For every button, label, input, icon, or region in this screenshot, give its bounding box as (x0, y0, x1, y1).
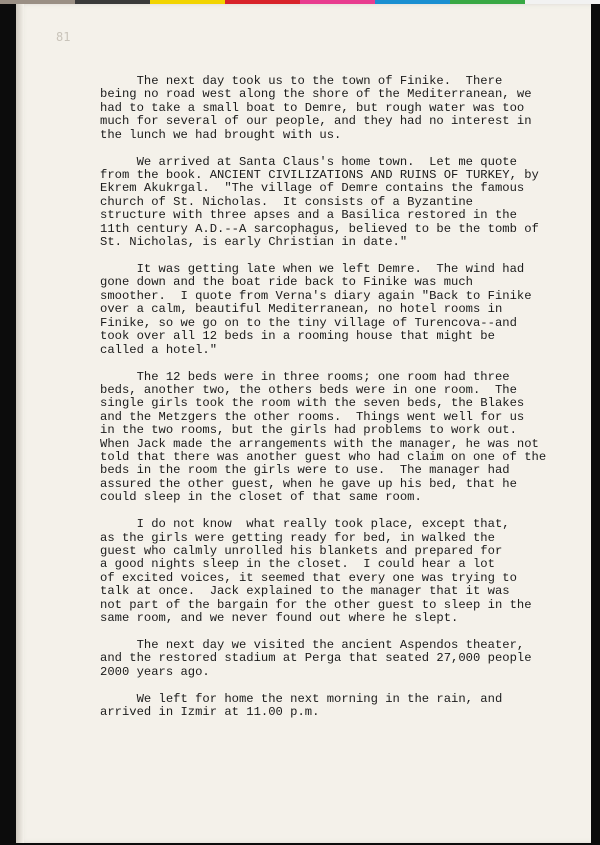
text-line: talk at once. Jack explained to the manager that it was (100, 584, 510, 599)
text-line: arrived in Izmir at 11.00 p.m. (100, 705, 320, 720)
text-line: I do not know what really took place, except that, (100, 517, 510, 532)
text-line: assured the other guest, when he gave up his bed, that he (100, 476, 517, 491)
text-line: a good nights sleep in the closet. I could hear a lot (100, 557, 495, 572)
text-line: We left for home the next morning in the rain, and (100, 691, 503, 706)
text-line: The 12 beds were in three rooms; one room had three (100, 369, 510, 384)
text-line: When Jack made the arrangements with the manager, he was not (100, 436, 539, 451)
page-binding-shadow (16, 4, 24, 843)
paragraph (100, 518, 570, 625)
text-line: took over all 12 beds in a rooming house that might be (100, 329, 495, 344)
text-line: told that there was another guest who had claim on one of the (100, 449, 547, 464)
text-line: and the restored stadium at Perga that seated 27,000 people (100, 651, 532, 666)
text-line: as the girls were getting ready for bed, in walked the (100, 530, 495, 545)
text-line: of excited voices, it seemed that every one was trying to (100, 570, 517, 585)
text-line: gone down and the boat ride back to Finike was much (100, 275, 473, 290)
text-line: much for several of our people, and they had no interest in (100, 114, 532, 129)
text-line: The next day took us to the town of Finike. There (100, 74, 503, 88)
text-line: the lunch we had brought with us. (100, 127, 342, 142)
text-line: 11th century A.D.--A sarcophagus, believed to be the tomb of (100, 221, 539, 236)
typewritten-text-body (100, 75, 570, 733)
text-line: structure with three apses and a Basilica restored in the (100, 208, 517, 223)
text-line: It was getting late when we left Demre. The wind had (100, 262, 525, 277)
text-line: same room, and we never found out where he slept. (100, 611, 459, 625)
text-line: beds in the room the girls were to use. The manager had (100, 463, 510, 478)
text-line: had to take a small boat to Demre, but rough water was too (100, 100, 525, 115)
text-line: called a hotel." (100, 342, 218, 357)
text-line: over a calm, beautiful Mediterranean, no hotel rooms in (100, 302, 503, 317)
text-line: and the Metzgers the other rooms. Things went well for us (100, 409, 525, 424)
text-line: from the book. ANCIENT CIVILIZATIONS AND RUINS OF TURKEY, by (100, 168, 539, 183)
text-line: beds, another two, the others beds were in one room. The (100, 382, 517, 397)
text-line: single girls took the room with the seven beds, the Blakes (100, 396, 525, 411)
paragraph (100, 156, 570, 250)
paragraph (100, 693, 570, 720)
text-line: being no road west along the shore of the Mediterranean, we (100, 87, 532, 102)
text-line: smoother. I quote from Verna's diary again "Back to Finike (100, 288, 532, 303)
text-line: The next day we visited the ancient Aspendos theater, (100, 638, 525, 652)
text-line: not part of the bargain for the other guest to sleep in the (100, 597, 532, 612)
text-line: St. Nicholas, is early Christian in date." (100, 235, 408, 250)
text-line: in the two rooms, but the girls had problems to work out. (100, 423, 517, 438)
paragraph (100, 371, 570, 505)
paragraph (100, 263, 570, 357)
text-line: church of St. Nicholas. It consists of a Byzantine (100, 194, 473, 209)
faded-page-number: 81 (56, 30, 71, 44)
text-line: 2000 years ago. (100, 664, 210, 679)
text-line: We arrived at Santa Claus's home town. Let me quote (100, 154, 517, 169)
paragraph (100, 639, 570, 679)
paragraph (100, 75, 570, 142)
text-line: guest who calmly unrolled his blankets and prepared for (100, 543, 503, 558)
text-line: could sleep in the closet of that same room. (100, 490, 422, 505)
text-line: Ekrem Akukrgal. "The village of Demre contains the famous (100, 181, 525, 196)
text-line: Finike, so we go on to the tiny village of Turencova--and (100, 315, 517, 330)
